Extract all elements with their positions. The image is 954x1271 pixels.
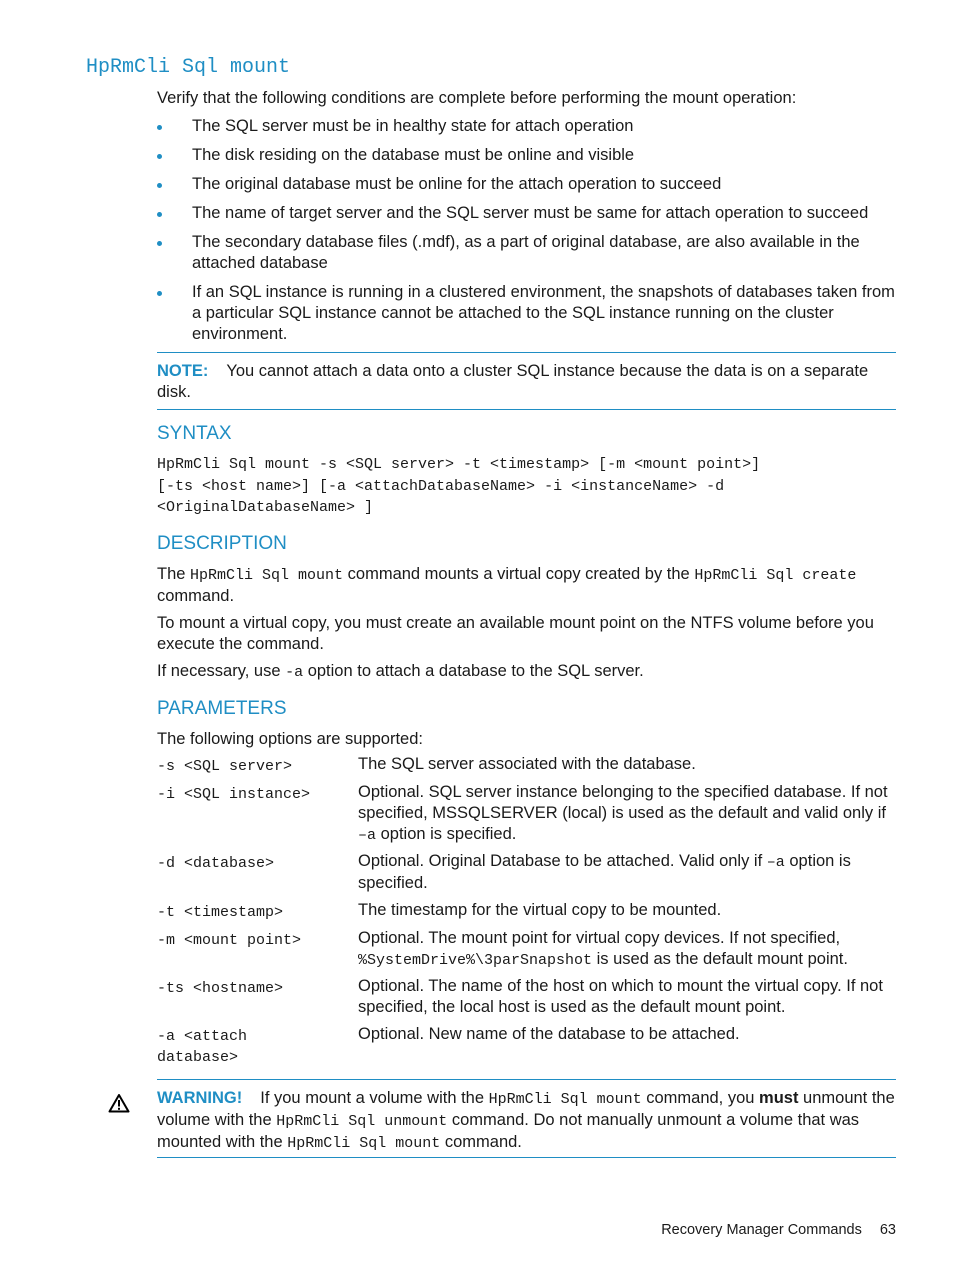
page-title: HpRmCli Sql mount — [86, 56, 291, 79]
param-ts-desc: Optional. The name of the host on which to mount the virtual copy. If not specified, the local host is used as the default mount point. — [358, 977, 883, 1016]
page-number: 63 — [879, 1222, 896, 1238]
warning-text: WARNING! If you mount a volume with the HpRmCli Sql mount command, you must unmount the volume with the HpRmCli Sql unmount command. Do not manually unmount a volume that was mounted with the HpRmCli Sql mount command. — [157, 1089, 895, 1152]
description-paragraph-2: To mount a virtual copy, you must create an available mount point on the NTFS volume before you execute the command. — [157, 614, 874, 653]
note-bottom-rule — [157, 409, 896, 410]
list-item: The secondary database files (.mdf), as a part of original database, are also available in the attached database — [157, 232, 897, 274]
parameters-intro: The following options are supported: — [157, 730, 423, 748]
bullet-icon — [157, 125, 162, 130]
bullet-icon — [157, 183, 162, 188]
note-top-rule — [157, 352, 896, 353]
param-d-name: -d <database> — [157, 855, 275, 872]
param-s-name: -s <SQL server> — [157, 758, 293, 775]
intro-text: Verify that the following conditions are complete before performing the mount operation: — [157, 89, 797, 107]
bullet-icon — [157, 154, 162, 159]
param-a-name: -a <attach database> — [157, 1028, 248, 1066]
description-paragraph-1: The HpRmCli Sql mount command mounts a virtual copy created by the HpRmCli Sql create command. — [157, 565, 857, 605]
list-item: The original database must be online for the attach operation to succeed — [157, 174, 897, 195]
param-a-desc: Optional. New name of the database to be attached. — [358, 1025, 740, 1043]
warning-bottom-rule — [157, 1157, 896, 1158]
note-box — [157, 361, 897, 403]
param-t-desc: The timestamp for the virtual copy to be mounted. — [358, 901, 722, 919]
param-s-desc: The SQL server associated with the database. — [358, 755, 696, 773]
param-m-desc: Optional. The mount point for virtual copy devices. If not specified, %SystemDrive%\3parSnapshot is used as the default mount point. — [358, 929, 848, 969]
list-item: The name of target server and the SQL server must be same for attach operation to succeed — [157, 203, 897, 224]
bullet-icon — [157, 212, 162, 217]
bullet-icon — [157, 241, 162, 246]
parameters-heading: PARAMETERS — [157, 698, 287, 719]
syntax-heading: SYNTAX — [157, 423, 232, 444]
param-ts-name: -ts <hostname> — [157, 980, 284, 997]
syntax-block: HpRmCli Sql mount -s <SQL server> -t <timestamp> [-m <mount point>] [-ts <host name>] [-a <attachDatabaseName> -i <instanceName> -d <OriginalDatabaseName> ] — [157, 456, 761, 516]
warning-icon — [108, 1093, 130, 1113]
param-m-name: -m <mount point> — [157, 932, 302, 949]
conditions-list — [157, 116, 897, 353]
warning-top-rule — [157, 1079, 896, 1080]
param-i-desc: Optional. SQL server instance belonging to the specified database. If not specified, MSSQLSERVER (local) is used as the default and valid only if –a option is specified. — [358, 783, 888, 844]
param-d-desc: Optional. Original Database to be attached. Valid only if –a option is specified. — [358, 852, 851, 892]
param-i-name: -i <SQL instance> — [157, 786, 311, 803]
note-label: NOTE: — [157, 362, 209, 380]
description-heading: DESCRIPTION — [157, 533, 287, 554]
footer-section: Recovery Manager Commands — [661, 1222, 862, 1238]
bullet-icon — [157, 291, 162, 296]
list-item: If an SQL instance is running in a clustered environment, the snapshots of databases taken from a particular SQL instance cannot be attached to the SQL instance running on the cluster environment. — [157, 282, 897, 345]
list-item: The SQL server must be in healthy state for attach operation — [157, 116, 897, 137]
list-item: The disk residing on the database must be online and visible — [157, 145, 897, 166]
description-paragraph-3: If necessary, use -a option to attach a database to the SQL server. — [157, 662, 644, 681]
note-text: You cannot attach a data onto a cluster SQL instance because the data is on a separate disk. — [157, 362, 869, 401]
page-footer — [661, 1222, 896, 1238]
param-t-name: -t <timestamp> — [157, 904, 284, 921]
